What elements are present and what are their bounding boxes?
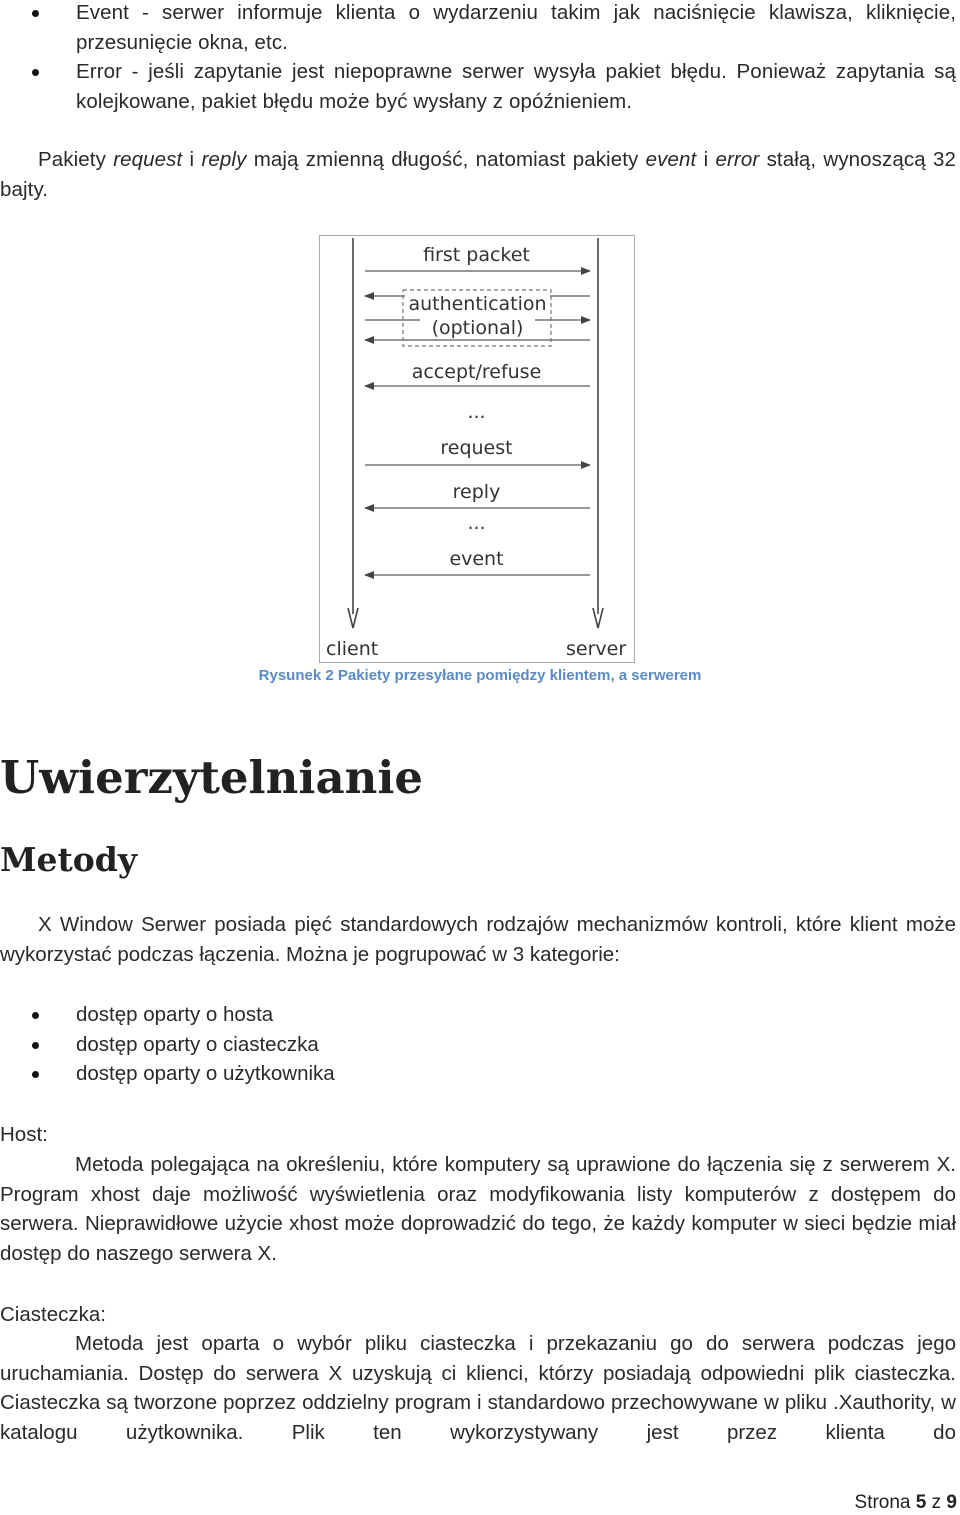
category-text: dostęp oparty o użytkownika [76,1062,335,1085]
text-span: mają zmienną długość, natomiast pakiety [246,148,646,171]
total-page-count: 9 [946,1492,957,1513]
server-label: server [566,638,627,660]
category-list [0,1000,960,1089]
client-label: client [326,638,379,660]
bullet-icon [32,1012,39,1019]
list-item [0,57,960,116]
request-term: request [113,148,183,171]
bullet-icon [32,1042,39,1049]
cookies-label: Ciasteczka: [0,1303,106,1326]
optional-label: (optional) [420,317,535,339]
bullet-icon [32,1071,39,1078]
bullet-icon [32,10,39,17]
ellipsis-label: ... [467,401,486,423]
figure-caption: Rysunek 2 Pakiety przesyłane pomiędzy klientem, a serwerem [258,667,702,684]
list-item [0,0,960,57]
bullet-text: Event - serwer informuje klienta o wydarzeniu takim jak naciśnięcie klawisza, kliknięcie, przesunięcie okna, etc. [76,1,956,54]
request-label: request [440,437,513,459]
reply-label: reply [452,481,501,503]
error-term: error [715,148,760,171]
host-label: Host: [0,1123,48,1146]
methods-intro-paragraph: X Window Serwer posiada pięć standardowych rodzajów mechanizmów kontroli, które klient może wykorzystać podczas łączenia. Można je pogrupować w 3 kategorie: [0,913,956,966]
first-packet-label: first packet [423,244,530,266]
packet-sequence-diagram [319,235,635,663]
footer-text: z [926,1492,947,1513]
text-span: i [696,148,716,171]
category-text: dostęp oparty o hosta [76,1003,274,1026]
text-span: i [182,148,202,171]
accept-refuse-label: accept/refuse [411,361,542,383]
event-term: event [645,148,697,171]
current-page-number: 5 [915,1492,927,1513]
packet-length-paragraph [0,145,956,204]
section-heading: Uwierzytelnianie [0,751,424,804]
list-item [0,1030,960,1060]
cookies-paragraph: Metoda jest oparta o wybór pliku ciasteczka i przekazaniu go do serwera podczas jego uruchamiania. Dostęp do serwera X uzyskują ci klienci, którzy posiadają odpowiedni plik ciasteczka. Ciasteczka są tworzone poprzez oddzielny program i standardowo przechowywane w pliku .Xauthority, w katalogu użytkownika. Plik ten wykorzystywany jest przez klienta do [0,1332,956,1444]
list-item [0,1059,960,1089]
category-text: dostęp oparty o ciasteczka [76,1032,319,1056]
bullet-icon [32,69,39,76]
host-paragraph: Metoda polegająca na określeniu, które komputery są uprawione do łączenia się z serwerem X. Program xhost daje możliwość wyświetlenia oraz modyfikowania listy komputerów z dostępem do serwera. Nieprawidłowe użycie xhost może doprowadzić do tego, że każdy komputer w sieci będzie miał dostęp do naszego serwera X. [0,1153,956,1265]
list-item [0,1000,960,1030]
ellipsis-label: ... [467,512,486,534]
subsection-heading: Metody [0,840,138,879]
event-error-bullet-list [0,0,960,116]
text-span: stałą, wynoszącą 32 bajty. [0,148,957,201]
page-number-footer [855,1492,957,1514]
reply-term: reply [201,148,247,171]
footer-text: Strona [854,1492,916,1513]
text-span: Pakiety [38,148,114,171]
bullet-text: Error - jeśli zapytanie jest niepoprawne serwer wysyła pakiet błędu. Ponieważ zapytania są kolejkowane, pakiet błędu może być wysłany z opóźnieniem. [76,60,956,113]
event-label: event [449,548,504,570]
authentication-label: authentication [405,293,550,315]
